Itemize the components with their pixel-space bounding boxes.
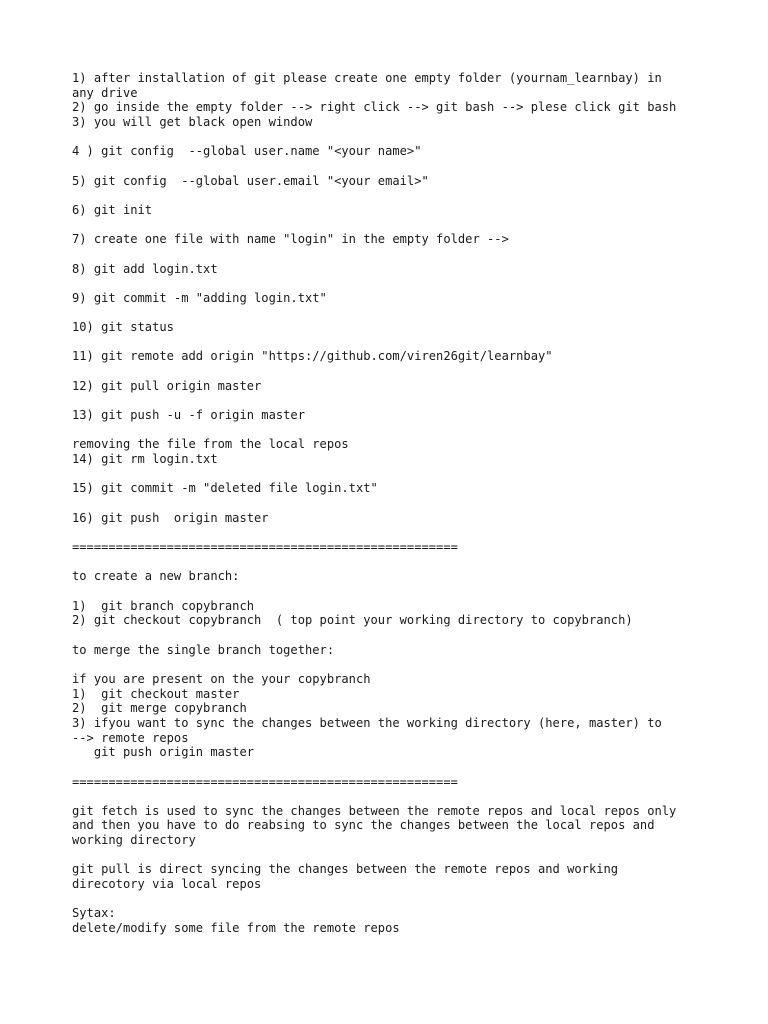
text-line: 15) git commit -m "deleted file login.txt" [72,481,378,496]
text-line: 5) git config --global user.email "<your email>" [72,173,429,188]
text-line: ===================================================== [72,540,458,554]
text-line: 3) you will get black open window [72,114,313,129]
text-line: 13) git push -u -f origin master [72,408,305,423]
document-text [72,71,732,936]
text-line: to create a new branch: [72,569,240,584]
text-line: 2) git checkout copybranch ( top point your working directory to copybranch) [72,613,633,628]
text-line: direcotory via local repos [72,877,262,892]
text-line: Sytax: [72,906,116,921]
text-line: any drive [72,85,138,100]
text-line: 6) git init [72,202,153,217]
text-line: git push origin master [72,745,255,760]
text-line: removing the file from the local repos [72,437,349,452]
text-line: 14) git rm login.txt [72,452,218,467]
text-line: 10) git status [72,320,174,335]
text-line: delete/modify some file from the remote repos [72,921,400,936]
text-line: if you are present on the your copybranch [72,671,371,686]
text-line: --> remote repos [72,730,189,745]
text-line: 16) git push origin master [72,510,269,525]
text-line: 1) after installation of git please create one empty folder (yournam_learnbay) in [72,71,662,85]
text-line: 3) ifyou want to sync the changes between the working directory (here, master) to [72,715,662,730]
text-line: to merge the single branch together: [72,642,335,657]
text-line: 2) git merge copybranch [72,701,247,716]
text-line: 1) git branch copybranch [72,598,255,613]
text-line: and then you have to do reabsing to sync the changes between the local repos and [72,818,655,833]
text-line: ===================================================== [72,774,458,789]
text-line: 7) create one file with name "login" in the empty folder --> [72,232,509,247]
text-line: working directory [72,833,196,848]
text-line: 8) git add login.txt [72,261,218,276]
text-line: git pull is direct syncing the changes between the remote repos and working [72,862,619,877]
text-line: 4 ) git config --global user.name "<your name>" [72,144,422,159]
text-line: 9) git commit -m "adding login.txt" [72,290,327,305]
text-line: 11) git remote add origin "https://github.com/viren26git/learnbay" [72,349,553,364]
text-line: 2) go inside the empty folder --> right click --> git bash --> plese click git bash [72,100,677,115]
text-line: git fetch is used to sync the changes between the remote repos and local repos only [72,803,677,818]
text-line: 1) git checkout master [72,686,240,701]
text-line: 12) git pull origin master [72,378,262,393]
